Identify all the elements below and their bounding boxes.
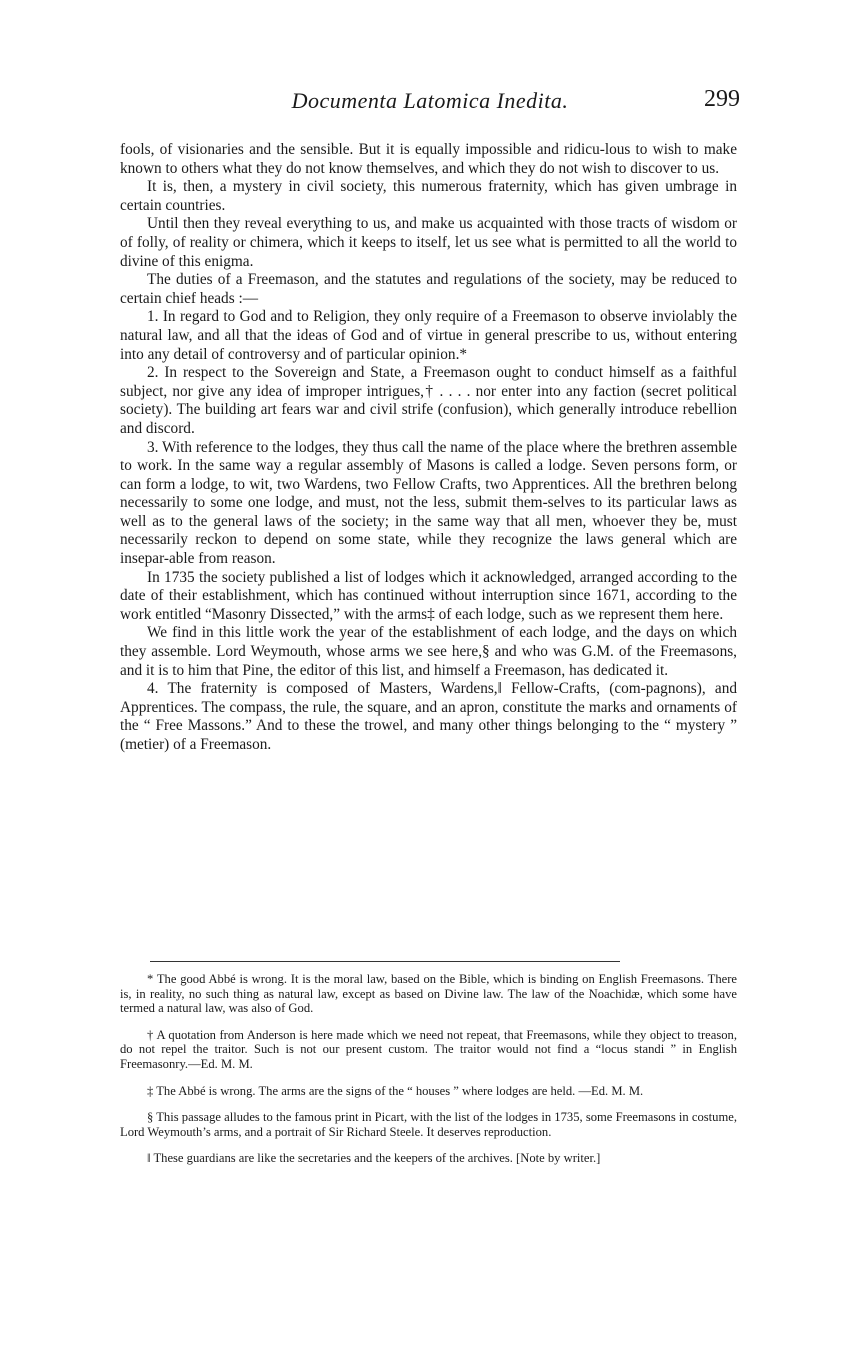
body-paragraph: fools, of visionaries and the sensible. But it is equally impossible and ridicu-lous to wish to make known to others what they do not know themselves, and which they do not wish to discover to us. — [120, 141, 737, 177]
body-paragraph: 3. With reference to the lodges, they thus call the name of the place where the brethren assemble to work. In the same way a regular assembly of Masons is called a lodge. Seven persons form, or can form a lodge, to wit, two Wardens, two Fellow Crafts, two Apprentices. All the brethren belong necessarily to some one lodge, and must, not the less, submit them-selves to its particular laws as well as to the general laws of the society; in the same way that all men, whoever they be, must necessarily reckon to depend on some state, while they recognize the laws general which are insepar-able from reason. — [120, 438, 737, 568]
running-header — [120, 86, 740, 116]
body-paragraph: 2. In respect to the Sovereign and State, a Freemason ought to conduct himself as a faithful subject, nor give any idea of improper intrigues,† . . . . nor enter into any faction (secret political society). The building art fears war and civil strife (confusion), which generally introduce rebellion and discord. — [120, 364, 737, 437]
body-paragraph: 1. In regard to God and to Religion, they only require of a Freemason to observe inviolably the natural law, and all that the ideas of God and of virtue in general prescribe to us, without entering into any detail of controversy and of particular opinion.* — [120, 308, 737, 363]
body-paragraph: In 1735 the society published a list of lodges which it acknowledged, arranged according to the date of their establishment, which has continued without interruption since 1671, according to the work entitled “Masonry Dissected,” with the arms‡ of each lodge, such as we represent them here. — [120, 568, 737, 623]
footnote: § This passage alludes to the famous print in Picart, with the list of the lodges in 1735, some Freemasons in costume, Lord Weymouth’s arms, and a portrait of Sir Richard Steele. It deserves reproduction. — [120, 1110, 737, 1139]
body-paragraph: 4. The fraternity is composed of Masters, Wardens,‖ Fellow-Crafts, (com-pagnons), and Apprentices. The compass, the rule, the square, and an apron, constitute the marks and ornaments of the “ Free Massons.” And to these the trowel, and many other things belonging to the “ mystery ” (metier) of a Freemason. — [120, 680, 737, 753]
body-paragraph: The duties of a Freemason, and the statutes and regulations of the society, may be reduced to certain chief heads :— — [120, 271, 737, 307]
footnotes — [120, 972, 737, 1178]
body-paragraph: We find in this little work the year of the establishment of each lodge, and the days on which they assemble. Lord Weymouth, whose arms we see here,§ and who was G.M. of the Freemasons, and it is to him that Pine, the editor of this list, and himself a Freemason, has dedicated it. — [120, 624, 737, 679]
main-text — [120, 141, 737, 755]
footnote: ‖ These guardians are like the secretaries and the keepers of the archives. [Note by writer.] — [147, 1151, 601, 1166]
page-number: 299 — [704, 86, 740, 112]
body-paragraph: It is, then, a mystery in civil society, this numerous fraternity, which has given umbrage in certain countries. — [120, 178, 737, 214]
body-paragraph: Until then they reveal everything to us, and make us acquainted with those tracts of wisdom or of folly, of reality or chimera, which it keeps to itself, let us see what is permitted to all the world to divine of this enigma. — [120, 215, 737, 270]
footnote: † A quotation from Anderson is here made which we need not repeat, that Freemasons, while they object to treason, do not repel the traitor. Such is not our present custom. The traitor would not find a “locus standi ” in English Freemasonry.—Ed. M. M. — [120, 1027, 737, 1071]
footnote-divider — [150, 961, 620, 962]
footnote: * The good Abbé is wrong. It is the moral law, based on the Bible, which is binding on English Freemasons. There is, in reality, no such thing as natural law, except as based on Divine law. The law of the Noachidæ, which some have termed a natural law, was also of God. — [120, 972, 737, 1016]
footnote: ‡ The Abbé is wrong. The arms are the signs of the “ houses ” where lodges are held. —Ed. M. M. — [147, 1083, 644, 1098]
running-title: Documenta Latomica Inedita. — [291, 88, 569, 113]
